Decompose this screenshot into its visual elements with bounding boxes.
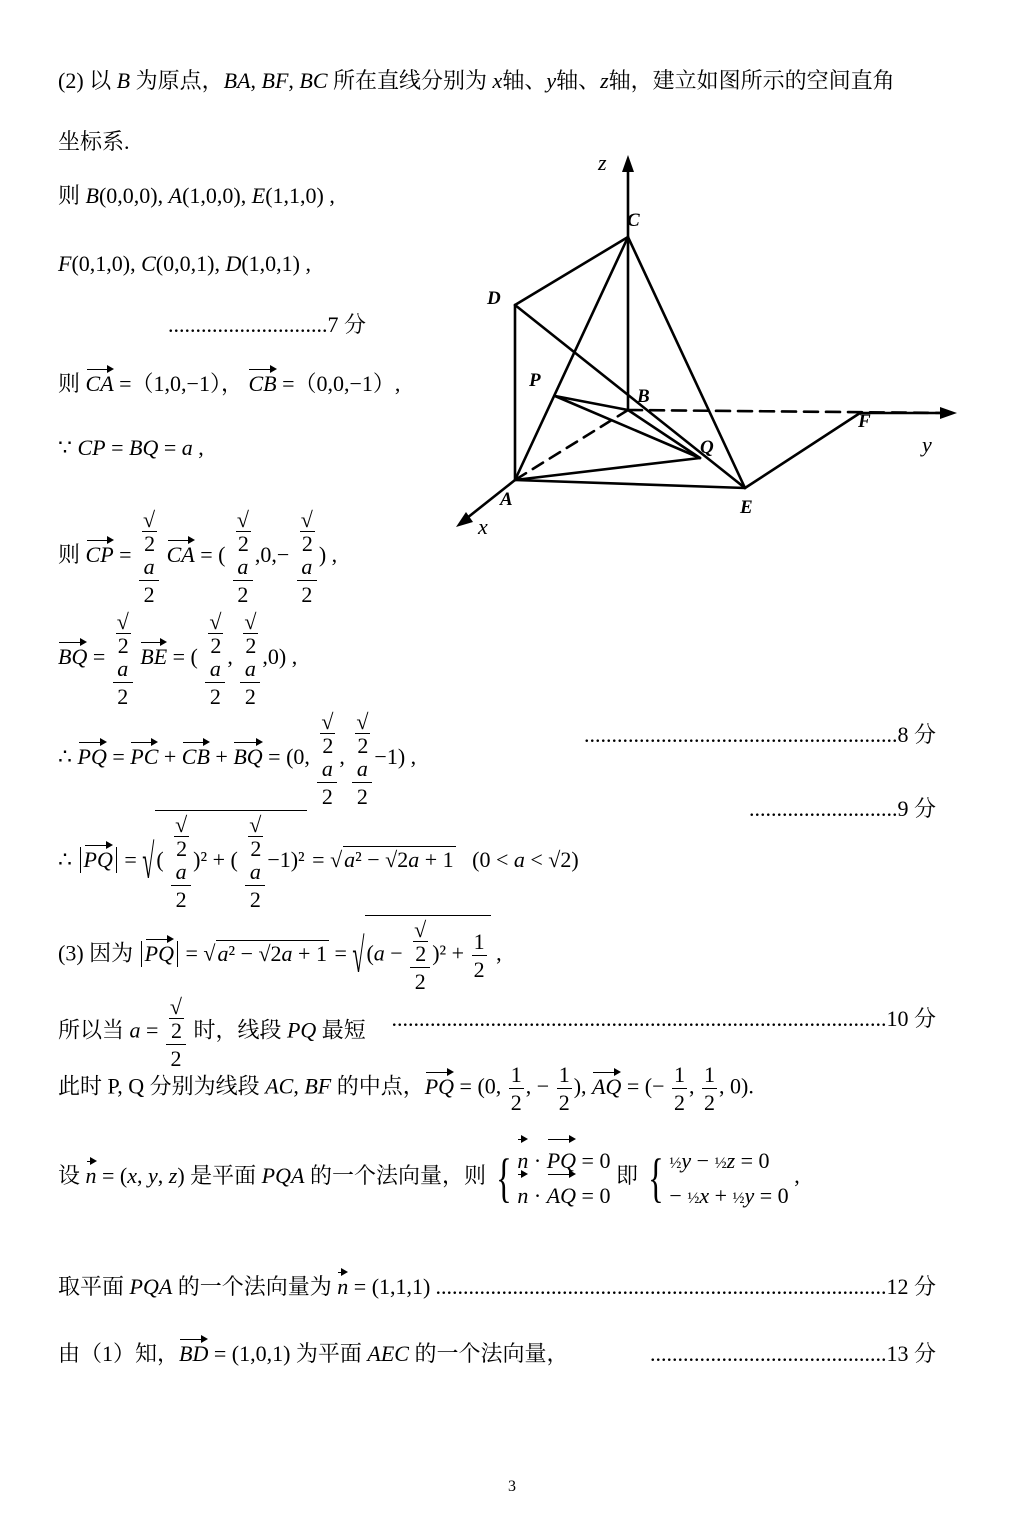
take-normal-line: 取平面 PQA 的一个法向量为 n = (1,1,1) — [58, 1274, 431, 1299]
coordinates-line-2: F(0,1,0), C(0,0,1), D(1,0,1) , — [58, 251, 311, 276]
label-E: E — [740, 497, 753, 518]
normal-vector-line: 设 n = (x, y, z) 是平面 PQA 的一个法向量，则 { n · PQ = 0 n · AQ = 0 即 { ½y − ½z = 0 − ½x + ½y = 0 , — [58, 1143, 800, 1213]
pq-vector-line: ∴ PQ = PC + CB + BQ = (0, √ 2 a 2 , √ 2 a 2 −1) , — [58, 709, 417, 810]
coordinates-line-1: 则 B(0,0,0), A(1,0,0), E(1,1,0) , — [58, 183, 335, 208]
score-7: .............................7 分 — [168, 312, 367, 337]
cp-vector-line: 则 CP = √ 2 a 2 CA = ( √ 2 a 2 ,0,− √ 2 a 2 ) , — [58, 507, 338, 608]
label-x: x — [478, 514, 488, 539]
cp-bq-equal-line: ∵ CP = BQ = a , — [58, 435, 204, 460]
label-A: A — [500, 489, 513, 510]
segment-BQ — [628, 410, 700, 458]
ca-cb-vectors-line: 则 CA =（1,0,−1）， CB =（0,0,−1）, — [58, 371, 401, 396]
midpoint-line: 此时 P, Q 分别为线段 AC, BF 的中点，PQ = (0, $\frac{1}{2}$ , − $\frac{1}{2}$ ), AQ = (− $\frac{1}{2}$ , $\frac{1}{2}$ , 0). — [58, 1062, 754, 1116]
score-10: ..........................................................................................10 分 — [391, 1006, 936, 1031]
segment-PB — [555, 396, 628, 410]
edge-AE — [515, 480, 745, 488]
part2-intro-line2: 坐标系. — [58, 129, 130, 154]
score-13: ...........................................13 分 — [649, 1341, 936, 1366]
score-9: ...........................9 分 — [748, 796, 936, 821]
z-arrow-icon — [622, 155, 634, 172]
label-P: P — [529, 370, 541, 391]
edge-EF — [745, 413, 860, 488]
part3-line: (3) 因为 PQ = √a² − √2a + 1 = √(a − √ 2 2 )² + $\frac{1}{2}$ , — [58, 917, 502, 995]
edge-DE — [515, 305, 745, 488]
segment-AQ — [515, 458, 700, 480]
label-y: y — [922, 432, 932, 457]
label-D: D — [487, 288, 501, 309]
label-C: C — [627, 210, 640, 231]
label-F: F — [858, 411, 871, 432]
label-z: z — [598, 150, 607, 175]
part2-intro-line: (2) 以 B 为原点，BA, BF, BC 所在直线分别为 x轴、y轴、z轴，建立如图所示的空间直角 — [58, 68, 895, 93]
page-number: 3 — [508, 1478, 516, 1495]
pq-norm-line: ∴ PQ = √( √ 2 a 2 )² + ( √ 2 a 2 −1)² = √a² − √2a + 1 (0 < a < √2) — [58, 812, 579, 913]
bq-vector-line: BQ = √ 2 a 2 BE = ( √ 2 a 2 , √ 2 a 2 ,0) , — [58, 609, 298, 710]
y-arrow-icon — [940, 407, 957, 419]
bd-line: 由（1）知，BD = (1,0,1) 为平面 AEC 的一个法向量， — [58, 1341, 569, 1366]
label-Q: Q — [700, 437, 714, 458]
score-8: .........................................................8 分 — [583, 722, 936, 747]
min-line: 所以当 a = √ 2 2 时，线段 PQ 最短 — [58, 994, 366, 1072]
label-B: B — [637, 386, 650, 407]
coordinate-figure — [440, 150, 980, 550]
score-12: ..................................................................................12 分 — [435, 1274, 936, 1299]
